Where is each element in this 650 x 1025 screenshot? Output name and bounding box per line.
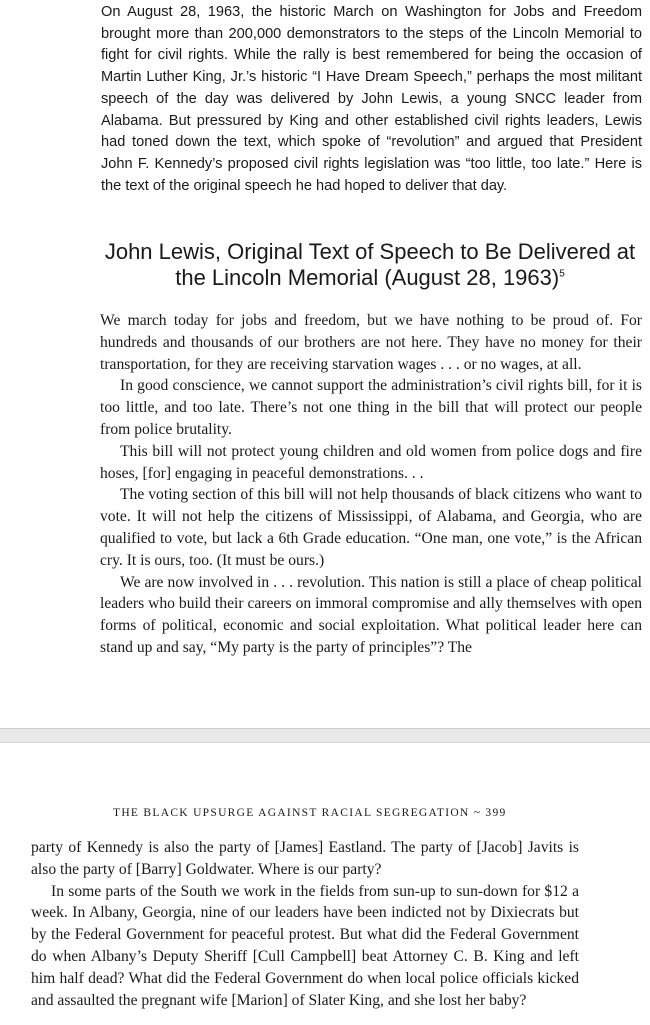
- speech-paragraph: In some parts of the South we work in the fields from sun-up to sun-down for $12 a week. In Albany, Georgia, nine of our leaders have been indicted not by Dixiecrats but by the Federal Government for peaceful protest. But what did the Federal Government do when Albany’s Deputy Sheriff [Cull Campbell] beat Attorney C. B. King and left him half dead? What did the Federal Government do when local police officials kicked and assaulted the pregnant wife [Marion] of Slater King, and she lost her baby?: [31, 882, 579, 1009]
- speech-paragraph: The voting section of this bill will not help thousands of black citizens who want to vote. It will not help the citizens of Mississippi, of Alabama, and Georgia, who are qualified to vote, but lack a 6th Grade education. “One man, one vote,” is the African cry. It is ours, too. (It must be ours.): [100, 486, 642, 569]
- intro-paragraph: On August 28, 1963, the historic March on Washington for Jobs and Freedom brought more than 200,000 demonstrators to the steps of the Lincoln Memorial to fight for civil rights. While the rally is best remembered for being the occasion of Martin Luther King, Jr.’s historic “I Have Dream Speech,” perhaps the most militant speech of the day was delivered by John Lewis, a young SNCC leader from Alabama. But pressured by King and other established civil rights leaders, Lewis had toned down the text, which spoke of “revolution” and argued that President John F. Kennedy’s proposed civil rights legislation was “too little, too late.” Here is the text of the original speech he had hoped to deliver that day.: [101, 4, 642, 194]
- speech-paragraph: We are now involved in . . . revolution. This nation is still a place of cheap political leaders who build their careers on immoral compromise and ally themselves with open forms of political, economic and social exploitation. What political leader here can stand up and say, “My party is the party of principles”? The: [100, 573, 642, 656]
- speech-paragraph: party of Kennedy is also the party of [James] Eastland. The party of [Jacob] Javits is also the party of [Barry] Goldwater. Where is our party?: [31, 839, 579, 878]
- speech-heading: [90, 239, 650, 291]
- speech-paragraph: In good conscience, we cannot support the administration’s civil rights bill, for it is too little, and too late. There’s not one thing in the bill that will protect our people from police brutality.: [100, 377, 642, 438]
- speech-paragraph: This bill will not protect young children and old women from police dogs and fire hoses, [for] engaging in peaceful demonstrations. . .: [100, 442, 642, 482]
- page-lower: [0, 742, 650, 1025]
- speech-body: [100, 310, 642, 659]
- speech-paragraph: We march today for jobs and freedom, but we have nothing to be proud of. For hundreds and thousands of our brothers are not here. They have no money for their transportation, for they are receiving starvation wages . . . or no wages, at all.: [100, 312, 642, 373]
- speech-heading-text: John Lewis, Original Text of Speech to Be Delivered at the Lincoln Memorial (August 28, 1963): [104, 239, 636, 290]
- footnote-marker: 5: [559, 268, 565, 280]
- speech-continuation: [31, 837, 579, 1011]
- running-head: THE BLACK UPSURGE AGAINST RACIAL SEGREGATION ~ 399: [113, 807, 507, 819]
